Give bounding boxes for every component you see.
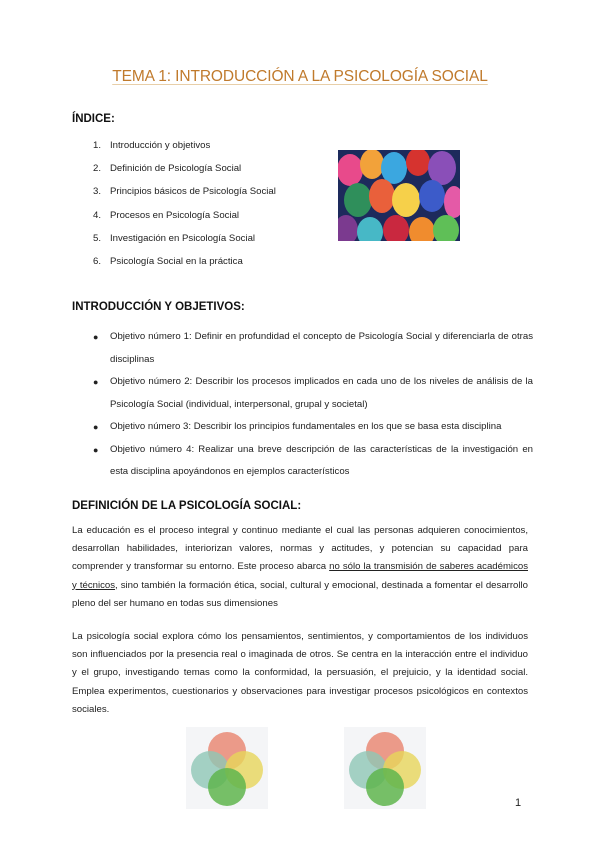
list-item: ● Objetivo número 3: Describir los principios fundamentales en los que se basa esta disciplina <box>93 421 502 432</box>
venn-diagram-left <box>186 727 268 809</box>
colorful-heads-illustration <box>338 150 460 241</box>
index-list <box>93 139 276 278</box>
list-item: 2. Definición de Psicología Social <box>93 163 242 175</box>
objectives-list <box>93 326 533 484</box>
list-item: ● Objetivo número 1: Definir en profundidad el concepto de Psicología Social y diferenciarla de otras disciplinas <box>93 331 533 365</box>
list-item: 4. Procesos en Psicología Social <box>93 209 240 221</box>
list-item: ● Objetivo número 4: Realizar una breve descripción de las características de la investigación en esta disciplina apoyándonos en ejemplos característicos <box>93 443 533 477</box>
list-item: ● Objetivo número 2: Describir los procesos implicados en cada uno de los niveles de análisis de la Psicología Social (individual, interpersonal, grupal y societal) <box>93 376 533 410</box>
index-heading: ÍNDICE: <box>72 113 115 125</box>
definition-heading: DEFINICIÓN DE LA PSICOLOGÍA SOCIAL: <box>72 500 302 512</box>
definition-paragraph-2: La psicología social explora cómo los pensamientos, sentimientos, y comportamientos de los individuos son influenciados por la presencia real o imaginada de otros. Se centra en la interacción entre el individuo y el grupo, investigando temas como la conformidad, la persuasión, el prejuicio, y la identidad social. Emplea experimentos, cuestionarios y observaciones para investigar procesos psicológicos en contextos sociales. <box>72 631 528 715</box>
list-item: 1. Introducción y objetivos <box>93 140 211 151</box>
underlined-phrase: no sólo la transmisión de saberes académicos y técnicos <box>72 561 528 591</box>
page-title: TEMA 1: INTRODUCCIÓN A LA PSICOLOGÍA SOCIAL <box>112 68 488 85</box>
objectives-heading: INTRODUCCIÓN Y OBJETIVOS: <box>72 301 245 313</box>
page-number: 1 <box>515 797 522 809</box>
list-item: 5. Investigación en Psicología Social <box>93 232 256 244</box>
list-item: 6. Psicología Social en la práctica <box>93 255 243 267</box>
definition-paragraph-1: La educación es el proceso integral y continuo mediante el cual las personas adquieren conocimientos, desarrollan habilidades, interiorizan valores, normas y actitudes, y potencian su capacidad para comprender y transformar su entorno. Este proceso abarca no sólo la transmisión de saberes académicos y técnicos, sino también la formación ética, social, cultural y emocional, destinada a fomentar el desarrollo pleno del ser humano en todas sus dimensiones <box>72 525 528 609</box>
venn-diagram-right <box>344 727 426 809</box>
list-item: 3. Principios básicos de Psicología Social <box>93 186 276 198</box>
